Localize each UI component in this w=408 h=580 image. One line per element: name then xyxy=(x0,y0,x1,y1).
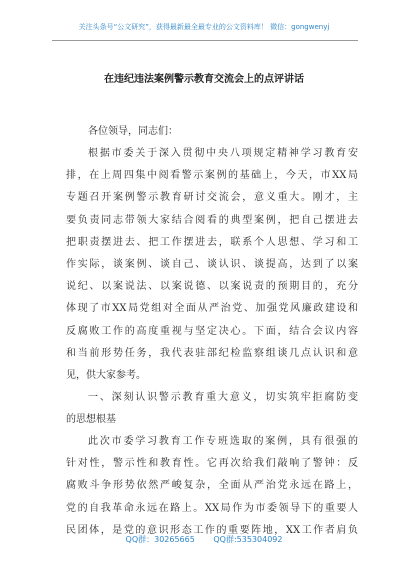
qq-group-2: QQ群:535304092 xyxy=(213,535,283,544)
paragraph-2 xyxy=(66,431,358,542)
paragraph-line: 党的自我革命永远在路上。XX局作为市委领导下的重要人 xyxy=(66,502,358,514)
paragraph-line: 此次市委学习教育工作专班选取的案例，具有很强的 xyxy=(88,436,358,447)
paragraph-line: 要负责同志带领大家结合阅看的典型案例，把自己摆进去 xyxy=(66,214,358,226)
paragraph-line: 针对性，警示性和教育性。它再次给我们敲响了警钟：反 xyxy=(66,458,358,470)
greeting: 各位领导，同志们： xyxy=(88,126,178,137)
document-title: 在违纪违法案例警示教育交流会上的点评讲话 xyxy=(104,74,304,85)
header-divider xyxy=(52,40,358,41)
paragraph-line: 反腐败工作的高度重视与坚定决心。下面，结合会议内容 xyxy=(66,325,358,337)
section-1-heading xyxy=(66,387,358,431)
paragraph-line: 说纪、以案说法、以案说德、以案说责的预期目的，充分 xyxy=(66,281,358,293)
paragraph-line: 把职责摆进去、把工作摆进去，联系个人思想、学习和工 xyxy=(66,236,358,248)
paragraph-line: 专题召开案例警示教育研讨交流会，意义重大。刚才，主 xyxy=(66,192,358,204)
paragraph-line: 腐败斗争形势依然严峻复杂，全面从严治党永远在路上， xyxy=(66,480,358,492)
heading-line: 的思想根基 xyxy=(66,414,116,426)
paragraph-line: 见，供大家参考。 xyxy=(66,369,146,381)
heading-line: 一、深刻认识警示教育重大意义，切实筑牢拒腐防变 xyxy=(88,392,358,403)
paragraph-line: 民团体，是党的意识形态工作的重要阵地，XX工作者肩负 xyxy=(66,524,358,536)
paragraph-line: 体现了市XX局党组对全面从严治党、加强党风廉政建设和 xyxy=(66,303,358,315)
paragraph-line: 根据市委关于深入贯彻中央八项规定精神学习教育安 xyxy=(88,148,358,159)
paragraph-1 xyxy=(66,143,358,387)
footer-qq-groups xyxy=(0,534,408,545)
paragraph-line: 排，在上周四集中阅看警示案例的基础上，今天，市XX局 xyxy=(66,170,358,182)
qq-group-1: QQ群：30265665 xyxy=(125,535,195,544)
paragraph-line: 作实际，谈案例、谈自己、谈认识、谈提高，达到了以案 xyxy=(66,258,358,270)
paragraph-line: 和当前形势任务，我代表驻部纪检监察组谈几点认识和意 xyxy=(66,347,358,359)
header-promo-note: 关注头条号“公文研究”，获得最新最全最专业的公文资料库！ 微信：gongwenyj xyxy=(78,23,330,31)
